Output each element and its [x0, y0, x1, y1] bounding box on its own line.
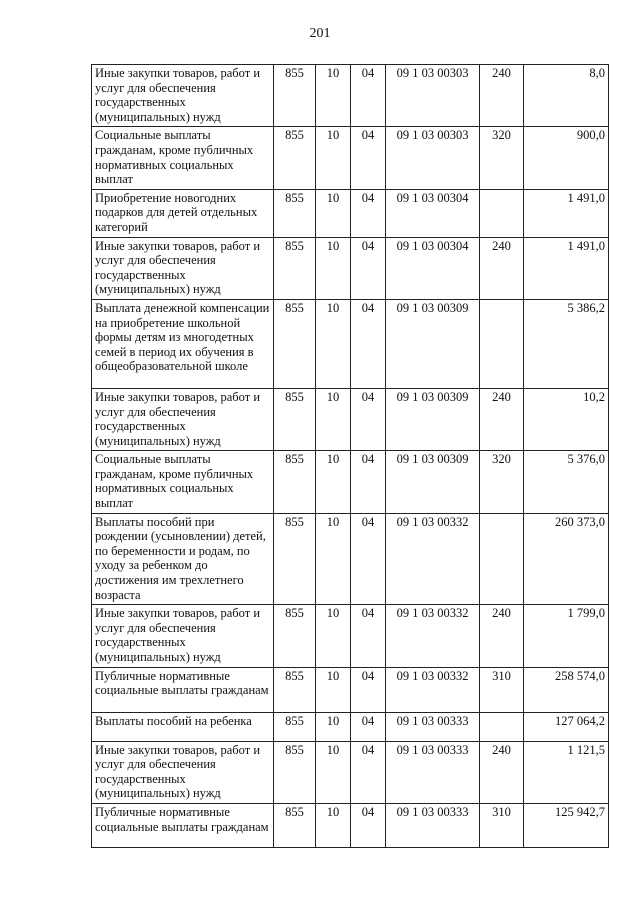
ministry-code-cell: 855 [274, 388, 316, 450]
table-row [92, 712, 609, 741]
subsection-code-cell: 04 [351, 605, 386, 667]
ministry-code-cell: 855 [274, 513, 316, 605]
amount-cell: 8,0 [524, 65, 609, 127]
ministry-code-cell: 855 [274, 605, 316, 667]
row-name-cell: Приобретение новогодних подарков для детей отдельных категорий [92, 189, 274, 237]
expense-type-cell: 240 [480, 237, 524, 299]
amount-cell: 1 491,0 [524, 237, 609, 299]
row-name-cell: Социальные выплаты гражданам, кроме публичных нормативных социальных выплат [92, 127, 274, 189]
expense-type-cell: 240 [480, 65, 524, 127]
subsection-code-cell: 04 [351, 189, 386, 237]
subsection-code-cell: 04 [351, 127, 386, 189]
table-row [92, 451, 609, 513]
ministry-code-cell: 855 [274, 741, 316, 803]
table-row [92, 189, 609, 237]
row-name-cell: Иные закупки товаров, работ и услуг для обеспечения государственных (муниципальных) нужд [92, 237, 274, 299]
subsection-code-cell: 04 [351, 237, 386, 299]
target-article-cell: 09 1 03 00304 [386, 237, 480, 299]
expense-type-cell: 320 [480, 451, 524, 513]
ministry-code-cell: 855 [274, 803, 316, 847]
expense-type-cell [480, 299, 524, 388]
row-name-cell: Социальные выплаты гражданам, кроме публичных нормативных социальных выплат [92, 451, 274, 513]
expense-type-cell [480, 712, 524, 741]
expense-type-cell [480, 513, 524, 605]
target-article-cell: 09 1 03 00333 [386, 712, 480, 741]
subsection-code-cell: 04 [351, 513, 386, 605]
table-row [92, 667, 609, 712]
table-row [92, 299, 609, 388]
expense-type-cell: 240 [480, 605, 524, 667]
row-name-cell: Публичные нормативные социальные выплаты гражданам [92, 803, 274, 847]
section-code-cell: 10 [316, 189, 351, 237]
subsection-code-cell: 04 [351, 741, 386, 803]
subsection-code-cell: 04 [351, 388, 386, 450]
table-row [92, 388, 609, 450]
subsection-code-cell: 04 [351, 65, 386, 127]
ministry-code-cell: 855 [274, 189, 316, 237]
amount-cell: 10,2 [524, 388, 609, 450]
section-code-cell: 10 [316, 299, 351, 388]
page-number: 201 [309, 26, 331, 41]
section-code-cell: 10 [316, 127, 351, 189]
subsection-code-cell: 04 [351, 299, 386, 388]
row-name-cell: Иные закупки товаров, работ и услуг для обеспечения государственных (муниципальных) нужд [92, 65, 274, 127]
target-article-cell: 09 1 03 00303 [386, 127, 480, 189]
section-code-cell: 10 [316, 803, 351, 847]
target-article-cell: 09 1 03 00332 [386, 605, 480, 667]
table-row [92, 741, 609, 803]
row-name-cell: Выплата денежной компенсации на приобретение школьной формы детям из многодетных семей в период их обучения в общеобразовательной школе [92, 299, 274, 388]
amount-cell: 1 121,5 [524, 741, 609, 803]
ministry-code-cell: 855 [274, 667, 316, 712]
table-row [92, 127, 609, 189]
ministry-code-cell: 855 [274, 712, 316, 741]
section-code-cell: 10 [316, 741, 351, 803]
amount-cell: 5 386,2 [524, 299, 609, 388]
amount-cell: 5 376,0 [524, 451, 609, 513]
table-row [92, 237, 609, 299]
row-name-cell: Выплаты пособий при рождении (усыновлении) детей, по беременности и родам, по уходу за ребенком до достижения им трехлетнего возраста [92, 513, 274, 605]
table-body [92, 65, 609, 848]
ministry-code-cell: 855 [274, 299, 316, 388]
table-row [92, 605, 609, 667]
target-article-cell: 09 1 03 00309 [386, 299, 480, 388]
row-name-cell: Иные закупки товаров, работ и услуг для обеспечения государственных (муниципальных) нужд [92, 741, 274, 803]
amount-cell: 125 942,7 [524, 803, 609, 847]
ministry-code-cell: 855 [274, 237, 316, 299]
amount-cell: 1 799,0 [524, 605, 609, 667]
target-article-cell: 09 1 03 00333 [386, 741, 480, 803]
section-code-cell: 10 [316, 667, 351, 712]
section-code-cell: 10 [316, 237, 351, 299]
section-code-cell: 10 [316, 451, 351, 513]
expense-type-cell: 320 [480, 127, 524, 189]
subsection-code-cell: 04 [351, 803, 386, 847]
table-row [92, 65, 609, 127]
table-row [92, 513, 609, 605]
subsection-code-cell: 04 [351, 712, 386, 741]
expense-type-cell: 240 [480, 741, 524, 803]
ministry-code-cell: 855 [274, 127, 316, 189]
amount-cell: 900,0 [524, 127, 609, 189]
row-name-cell: Публичные нормативные социальные выплаты гражданам [92, 667, 274, 712]
section-code-cell: 10 [316, 605, 351, 667]
target-article-cell: 09 1 03 00304 [386, 189, 480, 237]
expense-type-cell: 310 [480, 803, 524, 847]
ministry-code-cell: 855 [274, 65, 316, 127]
target-article-cell: 09 1 03 00333 [386, 803, 480, 847]
budget-table [91, 64, 609, 848]
target-article-cell: 09 1 03 00332 [386, 513, 480, 605]
expense-type-cell: 240 [480, 388, 524, 450]
amount-cell: 260 373,0 [524, 513, 609, 605]
ministry-code-cell: 855 [274, 451, 316, 513]
subsection-code-cell: 04 [351, 667, 386, 712]
amount-cell: 127 064,2 [524, 712, 609, 741]
target-article-cell: 09 1 03 00309 [386, 388, 480, 450]
table-row [92, 803, 609, 847]
subsection-code-cell: 04 [351, 451, 386, 513]
row-name-cell: Иные закупки товаров, работ и услуг для обеспечения государственных (муниципальных) нужд [92, 388, 274, 450]
target-article-cell: 09 1 03 00309 [386, 451, 480, 513]
section-code-cell: 10 [316, 513, 351, 605]
amount-cell: 1 491,0 [524, 189, 609, 237]
row-name-cell: Выплаты пособий на ребенка [92, 712, 274, 741]
target-article-cell: 09 1 03 00332 [386, 667, 480, 712]
amount-cell: 258 574,0 [524, 667, 609, 712]
target-article-cell: 09 1 03 00303 [386, 65, 480, 127]
expense-type-cell [480, 189, 524, 237]
section-code-cell: 10 [316, 388, 351, 450]
section-code-cell: 10 [316, 712, 351, 741]
row-name-cell: Иные закупки товаров, работ и услуг для обеспечения государственных (муниципальных) нужд [92, 605, 274, 667]
expense-type-cell: 310 [480, 667, 524, 712]
section-code-cell: 10 [316, 65, 351, 127]
